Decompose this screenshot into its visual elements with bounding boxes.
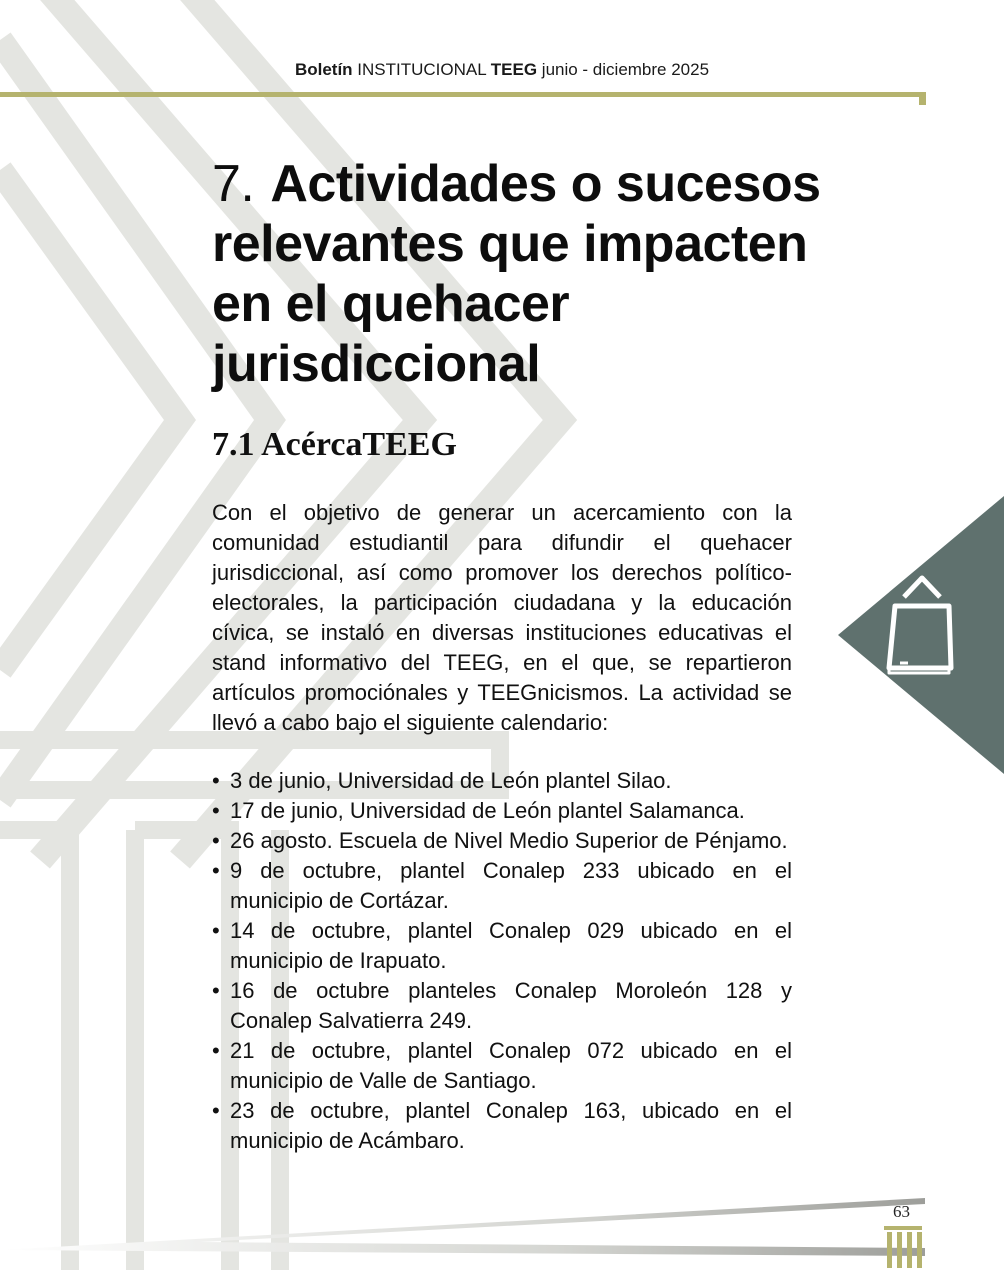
list-item <box>212 826 792 856</box>
list-item <box>212 916 792 976</box>
header-bulletin: Boletín <box>294 60 353 79</box>
list-item-text: 26 agosto. Escuela de Nivel Medio Superior de Pénjamo. <box>230 828 788 853</box>
list-item-text: 23 de octubre, plantel Conalep 163, ubicado en el municipio de Acámbaro. <box>230 1098 792 1153</box>
list-item <box>212 766 792 796</box>
section-title-text: Actividades o sucesos relevantes que impacten en el quehacer jurisdiccional <box>212 155 821 393</box>
list-item <box>212 796 792 826</box>
running-header <box>0 60 1004 80</box>
bullet-marker: • <box>212 798 220 823</box>
list-item <box>212 976 792 1036</box>
schedule-list <box>212 766 792 1156</box>
list-item <box>212 1036 792 1096</box>
footer-swoosh <box>0 1190 1004 1270</box>
page-number: 63 <box>893 1202 910 1221</box>
section-title <box>212 154 852 394</box>
bullet-marker: • <box>212 1038 220 1063</box>
list-item <box>212 856 792 916</box>
list-item <box>212 1096 792 1156</box>
list-item-text: 9 de octubre, plantel Conalep 233 ubicado en el municipio de Cortázar. <box>230 858 792 913</box>
list-item-text: 14 de octubre, plantel Conalep 029 ubicado en el municipio de Irapuato. <box>230 918 792 973</box>
subsection-title: 7.1 AcércaTEEG <box>212 426 457 463</box>
section-diamond-tab <box>838 496 1004 774</box>
bullet-marker: • <box>212 828 220 853</box>
header-teeg: TEEG <box>490 60 538 79</box>
list-item-text: 21 de octubre, plantel Conalep 072 ubicado en el municipio de Valle de Santiago. <box>230 1038 792 1093</box>
bullet-marker: • <box>212 768 220 793</box>
bullet-marker: • <box>212 858 220 883</box>
header-period: junio - diciembre 2025 <box>537 60 710 79</box>
column-icon <box>884 1226 922 1268</box>
bullet-marker: • <box>212 1098 220 1123</box>
bullet-marker: • <box>212 918 220 943</box>
list-item-text: 3 de junio, Universidad de León plantel Silao. <box>230 768 672 793</box>
bullet-marker: • <box>212 978 220 1003</box>
section-number: 7. <box>212 155 255 213</box>
header-rule <box>0 92 920 97</box>
list-item-text: 16 de octubre planteles Conalep Moroleón 128 y Conalep Salvatierra 249. <box>230 978 792 1033</box>
header-institutional: INSTITUCIONAL <box>352 60 491 79</box>
list-item-text: 17 de junio, Universidad de León plantel Salamanca. <box>230 798 745 823</box>
header-rule-tab <box>919 92 926 105</box>
intro-paragraph: Con el objetivo de generar un acercamiento con la comunidad estudiantil para difundir el quehacer jurisdiccional, así como promover los derechos político-electorales, la participación ciudadana y la educación cívica, se instaló en diversas instituciones educativas el stand informativo del TEEG, en el que, se repartieron artículos promociónales y TEEGnicismos. La actividad se llevó a cabo bajo el siguiente calendario: <box>212 500 792 735</box>
